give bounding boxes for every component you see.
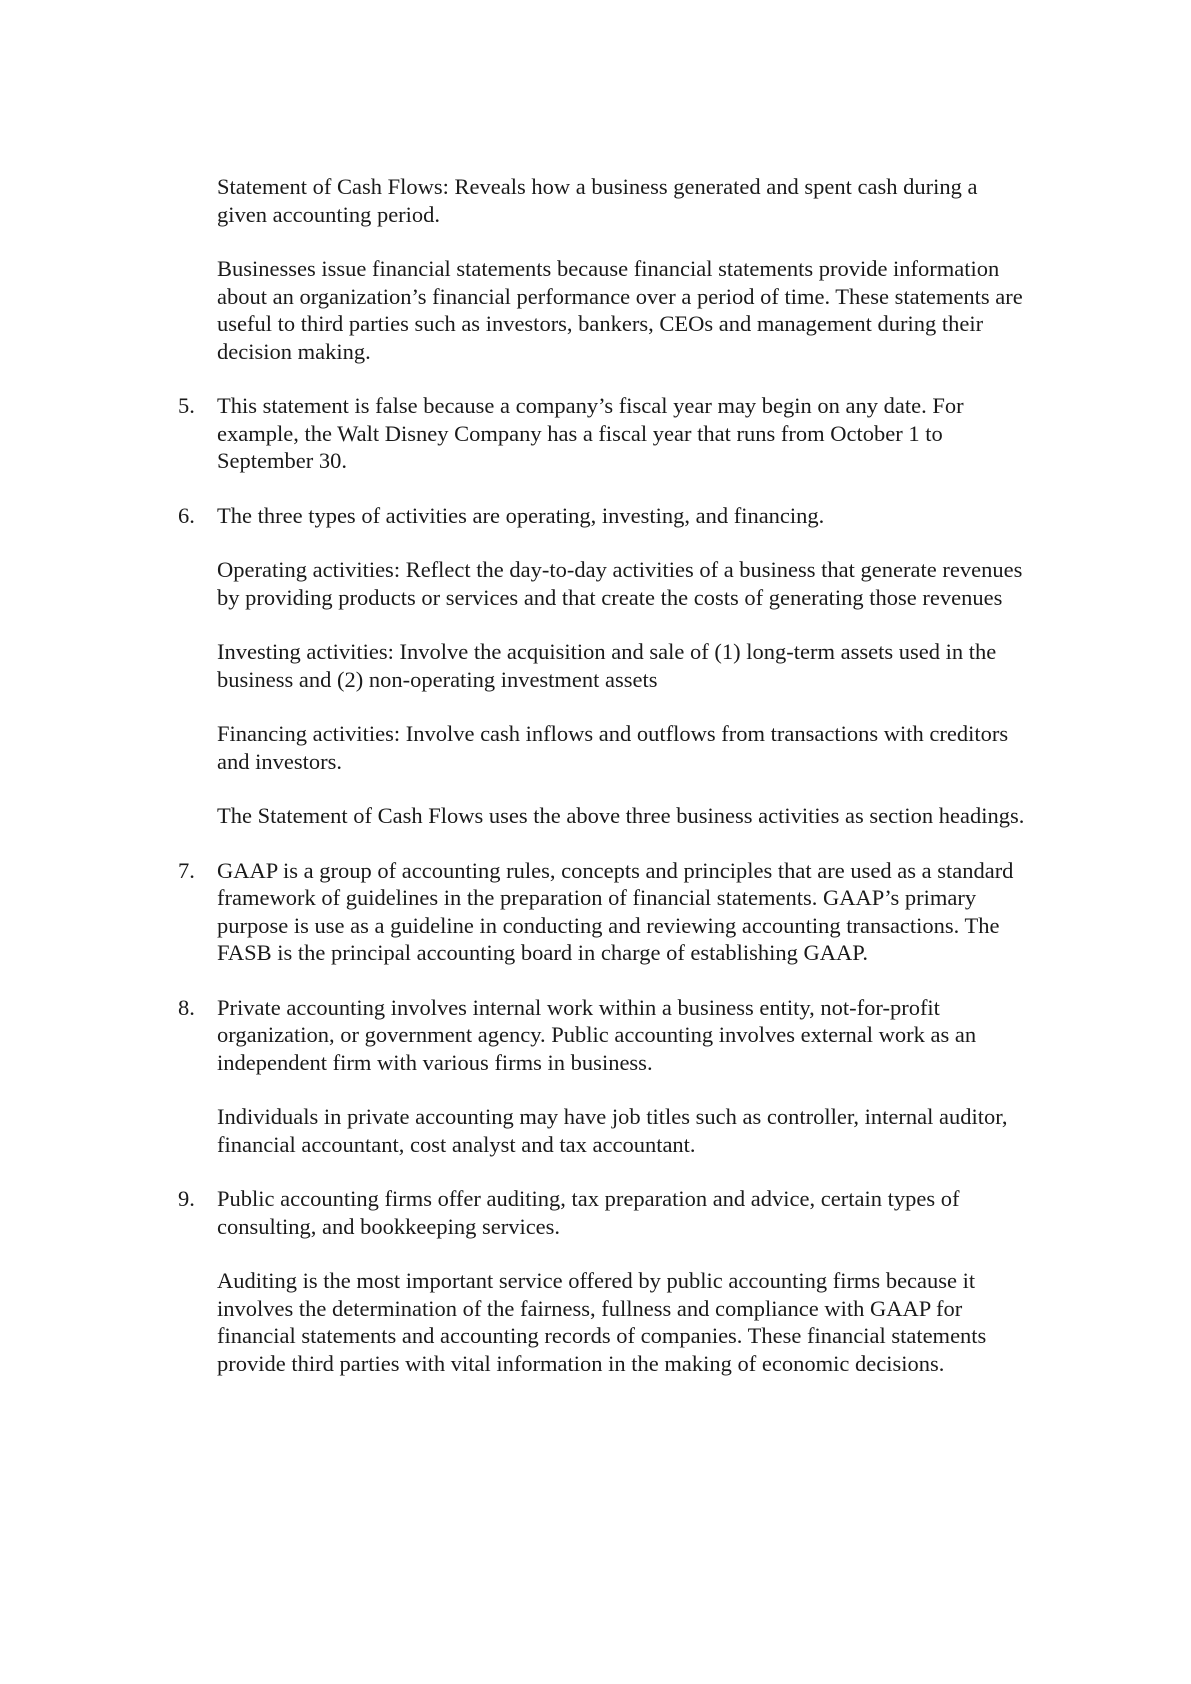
text-line: example, the Walt Disney Company has a fiscal year that runs from October 1 to — [217, 420, 943, 446]
text-line: Individuals in private accounting may have job titles such as controller, internal auditor, — [217, 1104, 1008, 1129]
text-line: The Statement of Cash Flows uses the above three business activities as section headings. — [217, 803, 1025, 828]
paragraph — [217, 255, 1097, 365]
text-line: FASB is the principal accounting board in charge of establishing GAAP. — [217, 940, 868, 965]
item-number: 5. — [178, 393, 195, 418]
text-line: financial accountant, cost analyst and tax accountant. — [217, 1131, 696, 1157]
text-line: organization, or government agency. Public accounting involves external work as an — [217, 1022, 977, 1047]
text-line: consulting, and bookkeeping services. — [217, 1213, 561, 1239]
text-line: by providing products or services and that create the costs of generating those revenues — [217, 584, 1003, 610]
text-line: provide third parties with vital information in the making of economic decisions. — [217, 1350, 945, 1376]
text-line: and investors. — [217, 748, 342, 774]
text-line: framework of guidelines in the preparation of financial statements. GAAP’s primary — [217, 885, 977, 910]
text-line: involves the determination of the fairness, fullness and compliance with GAAP for — [217, 1295, 963, 1321]
text-line: decision making. — [217, 338, 371, 364]
text-line: This statement is false because a company’s fiscal year may begin on any date. For — [217, 393, 964, 418]
text-line: purpose is use as a guideline in conducting and reviewing accounting transactions. The — [217, 912, 1000, 938]
text-line: Investing activities: Involve the acquisition and sale of (1) long-term assets used in the — [217, 639, 997, 664]
text-line: Financing activities: Involve cash inflows and outflows from transactions with creditors — [217, 721, 1009, 746]
numbered-item — [178, 502, 1097, 530]
numbered-item — [178, 1185, 1097, 1240]
text-line: given accounting period. — [217, 201, 441, 227]
text-line: business and (2) non-operating investment assets — [217, 666, 658, 692]
text-line: GAAP is a group of accounting rules, concepts and principles that are used as a standard — [217, 857, 1014, 883]
paragraph — [217, 556, 1097, 611]
paragraph — [217, 802, 1097, 830]
text-line: Auditing is the most important service offered by public accounting firms because it — [217, 1268, 976, 1293]
item-number: 9. — [178, 1186, 195, 1211]
text-line: useful to third parties such as investors, bankers, CEOs and management during their — [217, 311, 984, 336]
item-number: 7. — [178, 857, 195, 883]
numbered-item — [178, 857, 1097, 967]
text-line: Operating activities: Reflect the day-to-day activities of a business that generate revenues — [217, 557, 1023, 582]
text-line: September 30. — [217, 448, 347, 473]
numbered-item — [178, 392, 1097, 475]
item-number: 8. — [178, 994, 195, 1020]
text-line: Businesses issue financial statements because financial statements provide information — [217, 256, 1000, 281]
text-line: independent firm with various firms in business. — [217, 1049, 653, 1075]
item-number: 6. — [178, 502, 195, 528]
text-line: Public accounting firms offer auditing, tax preparation and advice, certain types of — [217, 1186, 960, 1211]
text-line: financial statements and accounting records of companies. These financial statements — [217, 1323, 987, 1348]
paragraph — [217, 1267, 1097, 1377]
text-line: The three types of activities are operating, investing, and financing. — [217, 502, 825, 528]
text-line: about an organization’s financial performance over a period of time. These statements are — [217, 283, 1023, 309]
numbered-item — [178, 994, 1097, 1077]
text-line: Statement of Cash Flows: Reveals how a business generated and spent cash during a — [217, 174, 978, 199]
text-line: Private accounting involves internal work within a business entity, not-for-profit — [217, 994, 940, 1020]
paragraph — [217, 720, 1097, 775]
paragraph — [217, 173, 1097, 228]
paragraph — [217, 638, 1097, 693]
paragraph — [217, 1103, 1097, 1158]
document-body — [178, 173, 1097, 1404]
